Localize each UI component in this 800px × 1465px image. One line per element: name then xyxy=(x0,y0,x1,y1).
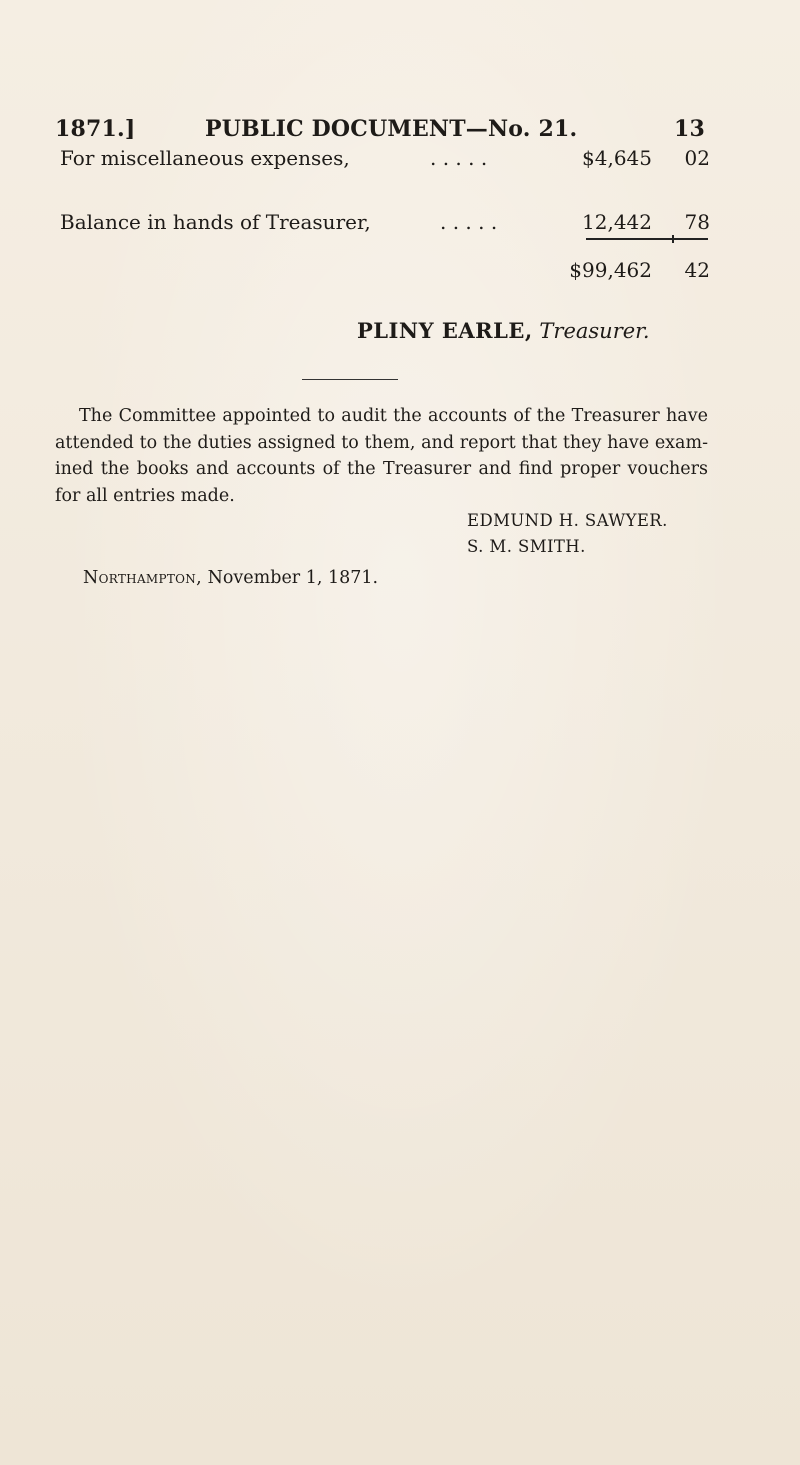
ledger-row-dollars: $4,645 xyxy=(582,146,652,170)
treasurer-name: PLINY EARLE, xyxy=(357,318,533,343)
ledger-row-cents: 78 xyxy=(684,210,710,234)
ledger-row-dollars: 12,442 xyxy=(582,210,652,234)
page-number: 13 xyxy=(673,116,705,142)
ledger-total-row xyxy=(60,258,710,290)
ledger-row xyxy=(60,146,710,178)
auditor-signatures xyxy=(467,508,668,560)
header-year: 1871.] xyxy=(55,116,136,142)
ledger-total-dollars: $99,462 xyxy=(569,258,652,282)
audit-report-paragraph: The Committee appointed to audit the accounts of the Treasurer have attended to the duties assigned to them, and report that they have examined the books and accounts of the Treasurer and find proper vouchers for all entries made. xyxy=(55,406,708,506)
header-title: PUBLIC DOCUMENT—No. 21. xyxy=(205,116,578,142)
treasurer-signature xyxy=(357,318,650,343)
leader-dots: . . . . . xyxy=(430,146,488,170)
sum-rule xyxy=(586,238,708,240)
leader-dots: . . . . . xyxy=(440,210,498,234)
auditor-name: EDMUND H. SAWYER. xyxy=(467,511,668,530)
ledger-row-label: Balance in hands of Treasurer, xyxy=(60,210,371,234)
dateline xyxy=(83,568,378,588)
section-divider xyxy=(302,379,398,380)
treasurer-title: Treasurer. xyxy=(539,319,650,343)
ledger-total-cents: 42 xyxy=(684,258,710,282)
ledger-row-label: For miscellaneous expenses, xyxy=(60,146,350,170)
auditor-name: S. M. SMITH. xyxy=(467,537,586,556)
dateline-date: November 1, 1871. xyxy=(207,568,379,588)
ledger-row-cents: 02 xyxy=(684,146,710,170)
dateline-place: Northampton, xyxy=(83,568,202,588)
